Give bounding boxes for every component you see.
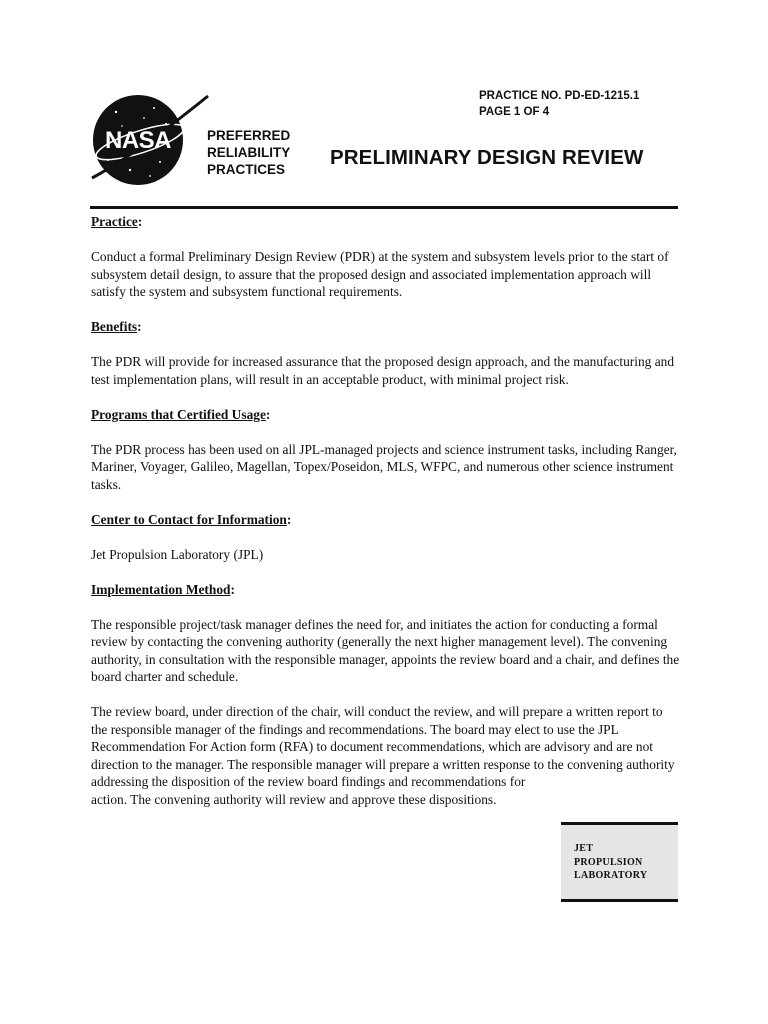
section-heading-center: Center to Contact for Information: bbox=[91, 511, 292, 527]
logo-text: NASA bbox=[104, 127, 172, 154]
implementation-text-3: addressing the disposition of the review board findings and recommendations for action. The convening authority will review and approve these dispositions. bbox=[91, 774, 526, 807]
page-title: PRELIMINARY DESIGN REVIEW bbox=[330, 146, 644, 169]
brand-line: PRACTICES bbox=[207, 162, 286, 177]
section-heading-programs: Programs that Certified Usage: bbox=[91, 406, 271, 422]
practice-meta bbox=[479, 88, 639, 120]
implementation-text-1: The responsible project/task manager defines the need for, and initiates the action for conducting a formal review by contacting the convening authority (generally the next higher management level). The convening authority, in consultation with the responsible manager, appoints the review board and a chair, and defines the board charter and schedule. bbox=[91, 616, 680, 684]
brand-line: PREFERRED bbox=[207, 128, 291, 143]
page-number: PAGE 1 OF 4 bbox=[479, 106, 550, 118]
section-heading-practice: Practice: bbox=[91, 214, 143, 229]
jpl-label-box bbox=[561, 822, 678, 902]
nasa-logo bbox=[86, 90, 214, 190]
section-heading-benefits: Benefits: bbox=[91, 319, 142, 334]
jpl-label: JET PROPULSION LABORATORY bbox=[574, 843, 648, 881]
header-divider bbox=[90, 206, 678, 209]
document-body bbox=[91, 213, 681, 826]
brand-block bbox=[207, 127, 290, 178]
practice-number: PRACTICE NO. PD-ED-1215.1 bbox=[479, 90, 640, 102]
programs-text: The PDR process has been used on all JPL-managed projects and science instrument tasks, including Ranger, Mariner, Voyager, Galileo, Magellan, Topex/Poseidon, MLS, WFPC, and numerous other science instrument tasks. bbox=[91, 441, 677, 492]
implementation-text-2: The review board, under direction of the chair, will conduct the review, and will prepare a written report to the responsible manager of the findings and recommendations. The board may elect to use the JPL Recommendation For Action form (RFA) to document recommendations, which are advisory and are not direction to the manager. The responsible manager will prepare a written response to the convening authority bbox=[91, 704, 675, 772]
brand-line: RELIABILITY bbox=[207, 145, 291, 160]
center-text: Jet Propulsion Laboratory (JPL) bbox=[91, 546, 264, 562]
section-heading-implementation: Implementation Method: bbox=[91, 581, 235, 597]
practice-text: Conduct a formal Preliminary Design Review (PDR) at the system and subsystem levels prior to the start of subsystem detail design, to assure that the proposed design and associated implementation approach will satisfy the system and subsystem functional requirements. bbox=[91, 249, 669, 299]
benefits-text: The PDR will provide for increased assurance that the proposed design approach, and the manufacturing and test implementation plans, will result in an acceptable product, with minimal project risk. bbox=[91, 354, 675, 387]
